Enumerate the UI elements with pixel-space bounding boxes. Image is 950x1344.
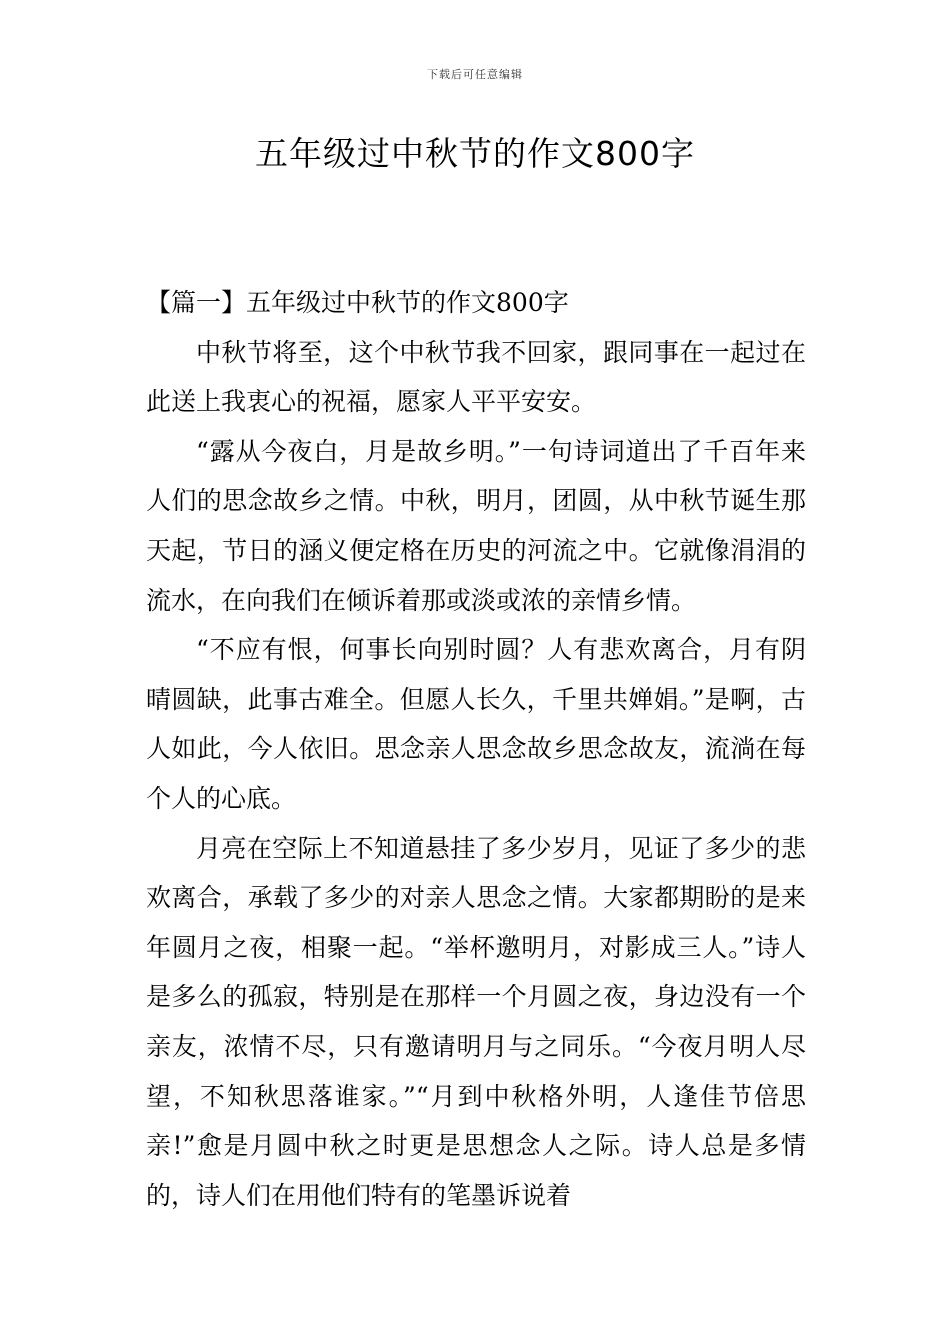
- paragraph: “不应有恨，何事长向别时圆？人有悲欢离合，月有阴晴圆缺，此事古难全。但愿人长久，千里共婵娟。”是啊，古人如此，今人依旧。思念亲人思念故乡思念故友，流淌在每个人的心底。: [146, 635, 806, 813]
- header-note: 下载后可任意编辑: [427, 68, 523, 81]
- section-heading: 【篇一】五年级过中秋节的作文800字: [146, 288, 569, 317]
- paragraph: “露从今夜白，月是故乡明。”一句诗词道出了千百年来人们的思念故乡之情。中秋，明月，团圆，从中秋节诞生那天起，节日的涵义便定格在历史的河流之中。它就像涓涓的流水，在向我们在倾诉着那或淡或浓的亲情乡情。: [146, 436, 806, 615]
- document-title: 五年级过中秋节的作文800字: [255, 134, 695, 173]
- document-body: [146, 278, 806, 1220]
- paragraph: 月亮在空际上不知道悬挂了多少岁月，见证了多少的悲欢离合，承载了多少的对亲人思念之情。大家都期盼的是来年圆月之夜，相聚一起。“举杯邀明月，对影成三人。”诗人是多么的孤寂，特别是在那样一个月圆之夜，身边没有一个亲友，浓情不尽，只有邀请明月与之同乐。“今夜月明人尽望，不知秋思落谁家。”“月到中秋格外明，人逢佳节倍思亲!”愈是月圆中秋之时更是思想念人之际。诗人总是多情的，诗人们在用他们特有的笔墨诉说着: [146, 833, 806, 1210]
- paragraph: 中秋节将至，这个中秋节我不回家，跟同事在一起过在此送上我衷心的祝福，愿家人平平安安。: [146, 337, 806, 417]
